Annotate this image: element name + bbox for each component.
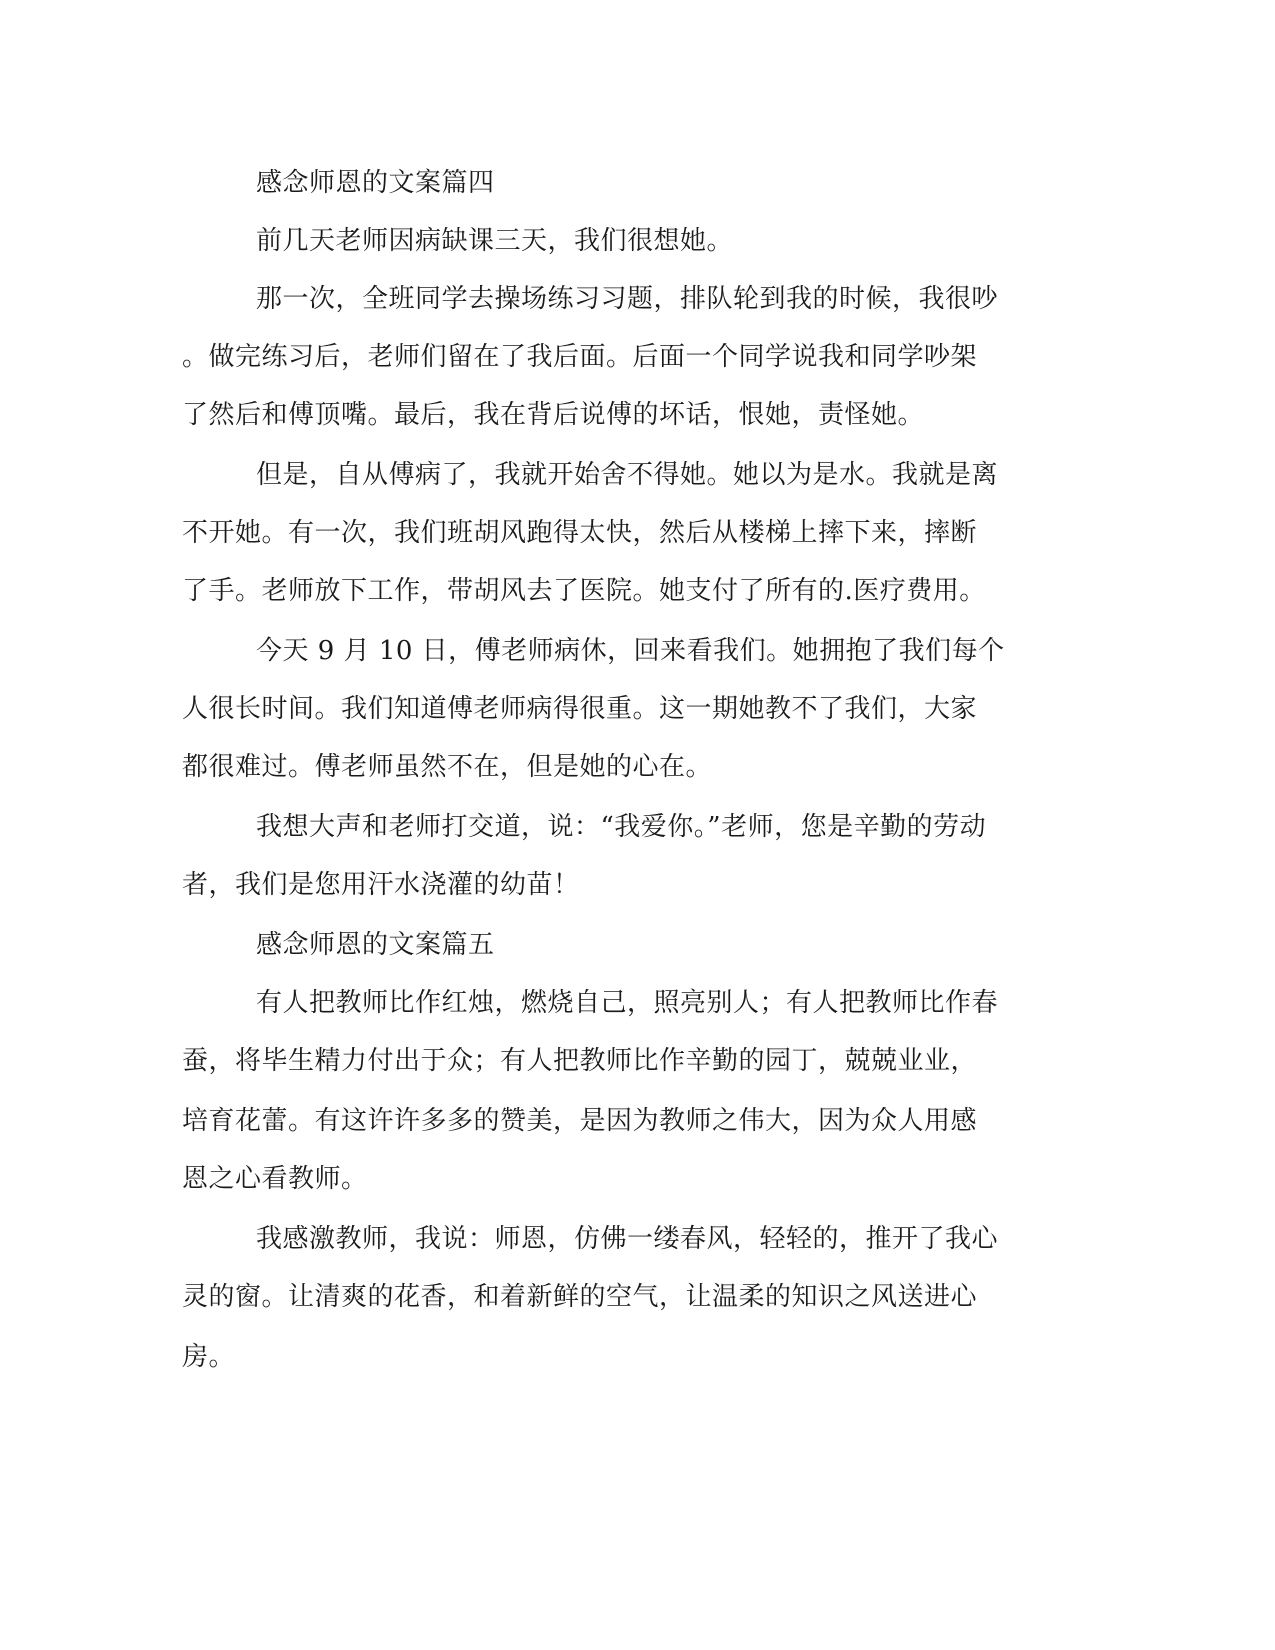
paragraph-line: 者，我们是您用汗水浇灌的幼苗！ [182,870,580,900]
paragraph-line: 今天 9 月 10 日，傅老师病休，回来看我们。她拥抱了我们每个 [256,636,1005,666]
paragraph-line: 有人把教师比作红烛，燃烧自己，照亮别人；有人把教师比作春 [256,988,999,1018]
paragraph-line: 那一次，全班同学去操场练习习题，排队轮到我的时候，我很吵 [256,284,999,314]
paragraph-line: 不开她。有一次，我们班胡风跑得太快，然后从楼梯上摔下来，摔断 [182,518,978,548]
paragraph-line: 培育花蕾。有这许许多多的赞美，是因为教师之伟大，因为众人用感 [182,1106,978,1136]
paragraph-line: 前几天老师因病缺课三天，我们很想她。 [256,226,734,256]
section-heading: 感念师恩的文案篇五 [256,930,495,960]
paragraph-line: 人很长时间。我们知道傅老师病得很重。这一期她教不了我们，大家 [182,694,978,724]
paragraph-line: 了然后和傅顶嘴。最后，我在背后说傅的坏话，恨她，责怪她。 [182,400,925,430]
paragraph-line: 我感激教师，我说：师恩，仿佛一缕春风，轻轻的，推开了我心 [256,1224,999,1254]
paragraph-line: 恩之心看教师。 [182,1164,368,1194]
paragraph-line: 。做完练习后，老师们留在了我后面。后面一个同学说我和同学吵架 [182,342,978,372]
paragraph-line: 都很难过。傅老师虽然不在，但是她的心在。 [182,752,713,782]
paragraph-line: 灵的窗。让清爽的花香，和着新鲜的空气，让温柔的知识之风送进心 [182,1282,978,1312]
paragraph-line: 房。 [182,1342,236,1372]
paragraph-line: 蚕，将毕生精力付出于众；有人把教师比作辛勤的园丁，兢兢业业， [182,1046,978,1076]
section-heading: 感念师恩的文案篇四 [256,168,495,198]
paragraph-line: 但是，自从傅病了，我就开始舍不得她。她以为是水。我就是离 [256,460,999,490]
paragraph-line: 了手。老师放下工作，带胡风去了医院。她支付了所有的.医疗费用。 [182,576,986,606]
paragraph-line: 我想大声和老师打交道，说：“我爱你。”老师，您是辛勤的劳动 [256,812,987,842]
